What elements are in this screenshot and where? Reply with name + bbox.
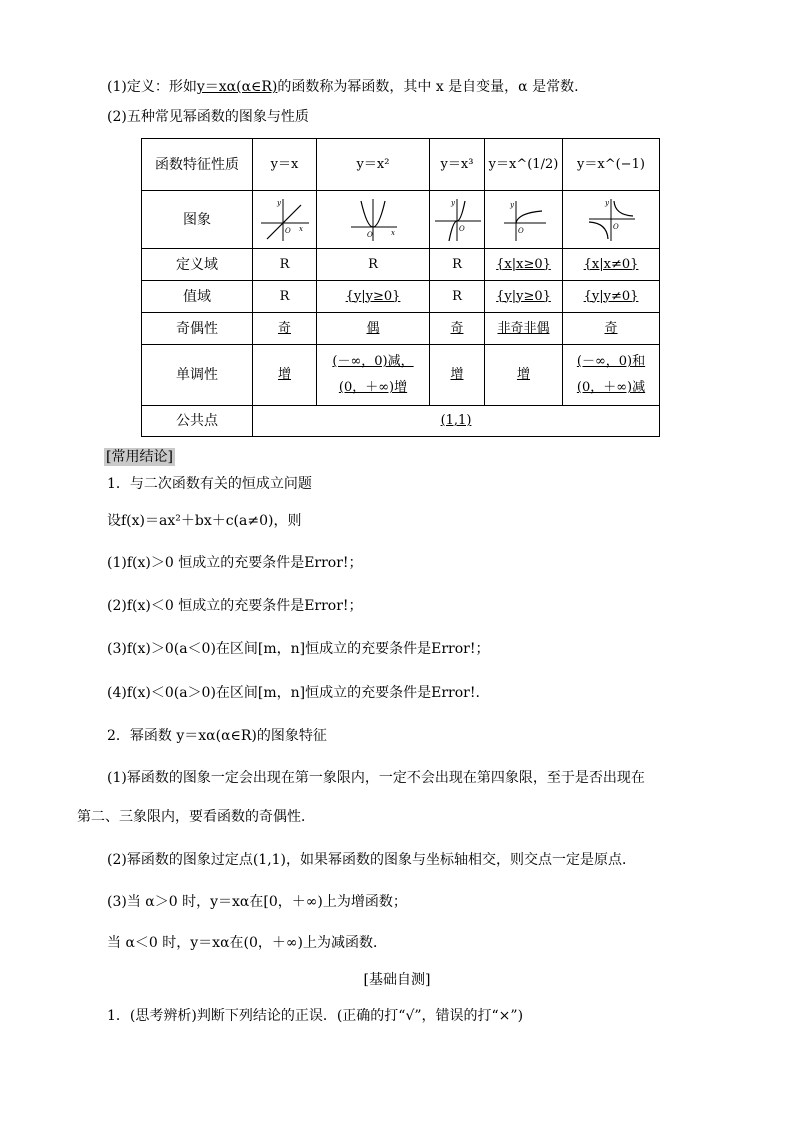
condition-3: (3)f(x)＞0(a＜0)在区间[m，n]恒成立的充要条件是Error!； [107,641,490,657]
table-row-monotonicity [142,345,660,406]
svg-text:y: y [605,198,609,207]
svg-text:O: O [284,226,291,235]
header-cell: y＝x^(1/2) [485,139,563,191]
table-row-range [142,281,660,313]
paragraph-3: (3)当 α＞0 时，y＝xα在[0，＋∞)上为增函数； [107,894,407,910]
definition-prefix: (1)定义：形如 [107,79,197,95]
graph-cell [485,191,563,249]
row-label: 值域 [142,281,253,313]
graph-reciprocal-icon [585,197,637,243]
table-cell: {y|y≠0} [563,281,660,313]
definition-suffix: 的函数称为幂函数，其中 x 是自变量，α 是常数. [277,79,579,95]
definition-line [107,77,579,97]
svg-text:O: O [517,226,524,235]
table-cell: 增 [485,345,563,406]
graph-cell [430,191,485,249]
header-cell: y＝x [253,139,317,191]
graph-sqrt-icon [498,197,550,243]
paragraph-1a: (1)幂函数的图象一定会出现在第一象限内，一定不会出现在第四象限，至于是否出现在 [107,770,645,786]
svg-text:y: y [451,198,455,207]
table-cell: 增 [253,345,317,406]
svg-text:O: O [613,222,619,231]
table-cell: 奇 [563,313,660,345]
table-cell: 增 [430,345,485,406]
svg-text:O: O [367,230,373,239]
row-label: 公共点 [142,406,253,437]
table-cell: 奇 [430,313,485,345]
graph-cell [317,191,430,249]
graph-linear-icon [259,197,311,243]
table-caption: (2)五种常见幂函数的图象与性质 [107,109,309,125]
svg-text:x: x [298,224,303,233]
row-label: 奇偶性 [142,313,253,345]
graph-cell [253,191,317,249]
table-cell: {x|x≠0} [563,249,660,281]
condition-4: (4)f(x)＜0(a＞0)在区间[m，n]恒成立的充要条件是Error!. [107,685,480,701]
svg-text:O: O [459,224,465,233]
header-cell: y＝x² [317,139,430,191]
header-cell: y＝x³ [430,139,485,191]
table-cell: {x|x≥0} [485,249,563,281]
item2-title: 2．幂函数 y＝xα(α∈R)的图象特征 [107,728,327,744]
graph-square-icon [347,197,399,243]
table-header-row [142,139,660,191]
item1-title: 1．与二次函数有关的恒成立问题 [107,476,312,492]
table-cell: (－∞，0)减， (0，＋∞)增 [317,345,430,406]
condition-2: (2)f(x)＜0 恒成立的充要条件是Error!； [107,598,363,614]
table-cell: R [253,249,317,281]
header-cell: 函数特征性质 [142,139,253,191]
table-row-common-point [142,406,660,437]
graph-cell [563,191,660,249]
definition-formula: y＝xα(α∈R) [196,79,278,95]
table-cell: (1,1) [253,406,660,437]
table-row-parity [142,313,660,345]
paragraph-4: 当 α＜0 时，y＝xα在(0，＋∞)上为减函数． [107,935,388,951]
table-cell: {y|y≥0} [485,281,563,313]
header-cell: y＝x^(−1) [563,139,660,191]
table-cell: R [253,281,317,313]
paragraph-2: (2)幂函数的图象过定点(1,1)，如果幂函数的图象与坐标轴相交，则交点一定是原点． [107,852,637,868]
condition-1: (1)f(x)＞0 恒成立的充要条件是Error!； [107,555,363,571]
table-cell: R [317,249,430,281]
row-label: 定义域 [142,249,253,281]
row-label: 图象 [142,191,253,249]
table-cell: 奇 [253,313,317,345]
table-cell: (－∞，0)和 (0，＋∞)减 [563,345,660,406]
paragraph-1b: 第二、三象限内，要看函数的奇偶性． [77,809,315,825]
table-row-graph [142,191,660,249]
table-cell: 非奇非偶 [485,313,563,345]
section-tag-conclusions: [常用结论] [106,449,173,465]
svg-text:y: y [276,198,281,207]
graph-cubic-icon [431,197,483,243]
row-label: 单调性 [142,345,253,406]
question-1: 1．(思考辨析)判断下列结论的正误．(正确的打“√”，错误的打“×”) [107,1008,524,1024]
table-cell: 偶 [317,313,430,345]
self-test-title: [基础自测] [363,972,431,988]
table-cell: {y|y≥0} [317,281,430,313]
power-function-table [141,138,660,437]
table-cell: R [430,281,485,313]
table-row-domain [142,249,660,281]
table-cell: R [430,249,485,281]
svg-text:y: y [509,200,514,209]
set-line: 设f(x)＝ax²＋bx＋c(a≠0)，则 [107,513,302,529]
svg-text:x: x [391,228,395,237]
